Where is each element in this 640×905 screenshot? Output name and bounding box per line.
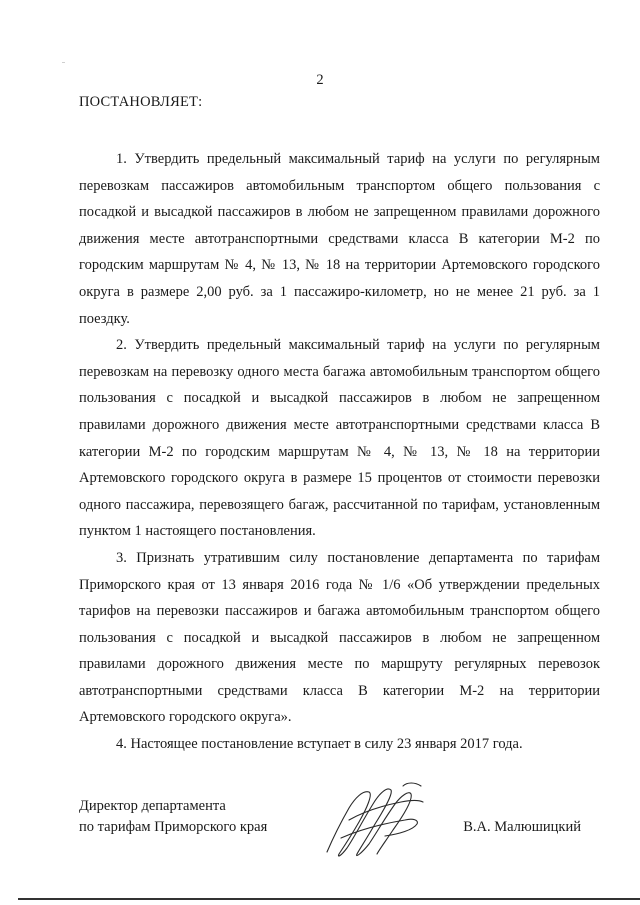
scan-artifact: [62, 62, 65, 63]
document-body: [79, 146, 600, 758]
signatory-title-line-2: по тарифам Приморского края: [79, 819, 268, 835]
signatory-title: [79, 796, 267, 838]
signature-block: [79, 796, 600, 856]
signatory-name: В.А. Малюшицкий: [463, 819, 581, 835]
page-number: 2: [316, 72, 324, 88]
page-bottom-border: [18, 898, 640, 900]
document-heading: ПОСТАНОВЛЯЕТ:: [79, 94, 203, 110]
paragraph-4: 4. Настоящее постановление вступает в силу 23 января 2017 года.: [116, 736, 523, 753]
paragraph-2: 2. Утвердить предельный максимальный тариф на услуги по регулярным перевозкам на перевозку одного места багажа автомобильным транспортом общего пользования с посадкой и высадкой пассажиров в любом не запрещенном правилами дорожного движения месте автотранспортными средствами класса В категории М-2 по городским маршрутам № 4, № 13, № 18 на территории Артемовского городского округа в размере 15 процентов от стоимости перевозки одного пассажира, перевозящего багаж, рассчитанной по тарифам, установленным пунктом 1 настоящего постановления.: [79, 337, 600, 540]
signatory-title-line-1: Директор департамента: [79, 798, 226, 814]
paragraph-3: 3. Признать утратившим силу постановление департамента по тарифам Приморского края от 13 января 2016 года № 1/6 «Об утверждении предельных тарифов на перевозки пассажиров и багажа автомобильным транспортом общего пользования с посадкой и высадкой пассажиров в любом не запрещенном правилами дорожного движения месте по маршруту регулярных перевозок автотранспортными средствами класса В категории М-2 на территории Артемовского городского округа».: [79, 549, 600, 726]
paragraph-1: 1. Утвердить предельный максимальный тариф на услуги по регулярным перевозкам пассажиров автомобильным транспортом общего пользования с посадкой и высадкой пассажиров в любом не запрещенном правилами дорожного движения месте автотранспортными средствами класса В категории М-2 по городским маршрутам № 4, № 13, № 18 на территории Артемовского городского округа в размере 2,00 руб. за 1 пассажиро-километр, но не менее 21 руб. за 1 поездку.: [79, 151, 600, 327]
handwritten-signature-icon: [319, 778, 429, 864]
